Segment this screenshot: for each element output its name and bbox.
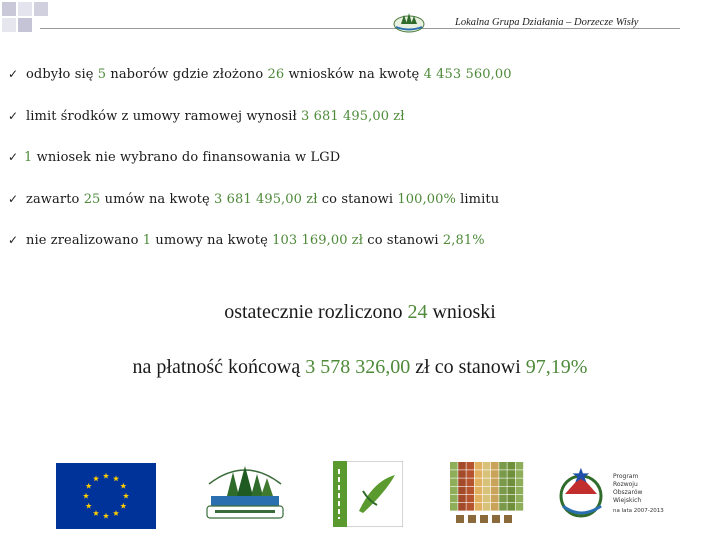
mosaic-tile [491, 470, 499, 478]
mosaic-tile [466, 503, 474, 511]
corner-decoration [0, 0, 60, 40]
mosaic-tile [466, 478, 474, 486]
mosaic-tile [499, 470, 507, 478]
mosaic-tile [483, 470, 491, 478]
bullet-item-umowy: ✓ zawarto 25 umów na kwotę 3 681 495,00 zł co stanowi 100,00% limitu [8, 192, 500, 207]
mosaic-tile [475, 487, 483, 495]
mosaic-tile [507, 487, 515, 495]
mosaic-tile [458, 495, 466, 503]
mosaic-tile [450, 487, 458, 495]
mosaic-tile [458, 503, 466, 511]
mosaic-tile [516, 470, 524, 478]
prow-text-line-2: Obszarów [613, 489, 643, 496]
mosaic-tile [507, 470, 515, 478]
eu-flag-logo [56, 463, 156, 529]
mosaic-tile [450, 478, 458, 486]
mosaic-tile [483, 478, 491, 486]
mosaic-tile [491, 462, 499, 470]
checkmark-icon: ✓ [8, 150, 19, 164]
mosaic-tile [475, 478, 483, 486]
mosaic-tile [491, 503, 499, 511]
mosaic-tile [499, 462, 507, 470]
lgd-dorzecze-wisly-logo [203, 458, 287, 528]
mosaic-tile [499, 478, 507, 486]
mosaic-tile [450, 503, 458, 511]
mosaic-tile [458, 462, 466, 470]
prow-text-line-4: na lata 2007-2013 [613, 508, 664, 514]
mosaic-tile [450, 470, 458, 478]
mosaic-tile [475, 462, 483, 470]
mosaic-tile [466, 462, 474, 470]
prow-text-line-0: Program [613, 473, 639, 480]
mosaic-tile [491, 478, 499, 486]
mosaic-tile [475, 503, 483, 511]
mosaic-tile [466, 487, 474, 495]
mosaic-tile [450, 495, 458, 503]
summary-line-platnosc: na płatność końcową 3 578 326,00 zł co stanowi 97,19% [132, 356, 588, 378]
lgd-dorzecze-wisly-logo-icon [392, 10, 426, 34]
mosaic-tile [499, 487, 507, 495]
mosaic-tile [483, 462, 491, 470]
mosaic-tile [507, 503, 515, 511]
mosaic-tile [483, 487, 491, 495]
checkmark-icon: ✓ [8, 192, 19, 206]
mosaic-tile [516, 478, 524, 486]
mosaic-tile [475, 470, 483, 478]
mosaic-tile [491, 487, 499, 495]
mosaic-tile [458, 478, 466, 486]
mosaic-tile [516, 487, 524, 495]
header-rule [40, 28, 680, 29]
prow-text-line-1: Rozwoju [613, 481, 638, 488]
mosaic-tile [466, 495, 474, 503]
mosaic-tile [499, 503, 507, 511]
mosaic-tile [507, 478, 515, 486]
mosaic-tile [450, 462, 458, 470]
bullet-item-limit: ✓ limit środków z umowy ramowej wynosił 3 681 495,00 zł [8, 109, 405, 124]
prow-text-line-3: Wiejskich [613, 497, 642, 504]
header-title: Lokalna Grupa Działania – Dorzecze Wisły [455, 17, 639, 28]
mosaic-tile [507, 495, 515, 503]
prow-2007-2013-logo [555, 462, 675, 528]
mosaic-tile [516, 503, 524, 511]
bullet-item-niewybrany: ✓ 1 wniosek nie wybrano do finansowania w LGD [8, 150, 341, 165]
mosaic-tile [516, 495, 524, 503]
mosaic-tile [475, 495, 483, 503]
mosaic-tile [516, 462, 524, 470]
checkmark-icon: ✓ [8, 233, 19, 247]
mosaic-tile [458, 470, 466, 478]
summary-line-rozliczono: ostatecznie rozliczono 24 wnioski [224, 301, 496, 323]
bullet-item-niezrealizowano: ✓ nie zrealizowano 1 umowy na kwotę 103 169,00 zł co stanowi 2,81% [8, 233, 485, 248]
checkmark-icon: ✓ [8, 109, 19, 123]
bullet-item-nabory: ✓ odbyło się 5 naborów gdzie złożono 26 wniosków na kwotę 4 453 560,00 [8, 67, 512, 82]
mosaic-tile [483, 503, 491, 511]
mosaic-tile [466, 470, 474, 478]
mosaic-tile [491, 495, 499, 503]
leader-mosaic-logo [450, 462, 524, 528]
mosaic-tile [507, 462, 515, 470]
mosaic-tile [483, 495, 491, 503]
leader-logo [333, 461, 403, 527]
mosaic-tile [458, 487, 466, 495]
checkmark-icon: ✓ [8, 67, 19, 81]
mosaic-tile [499, 495, 507, 503]
